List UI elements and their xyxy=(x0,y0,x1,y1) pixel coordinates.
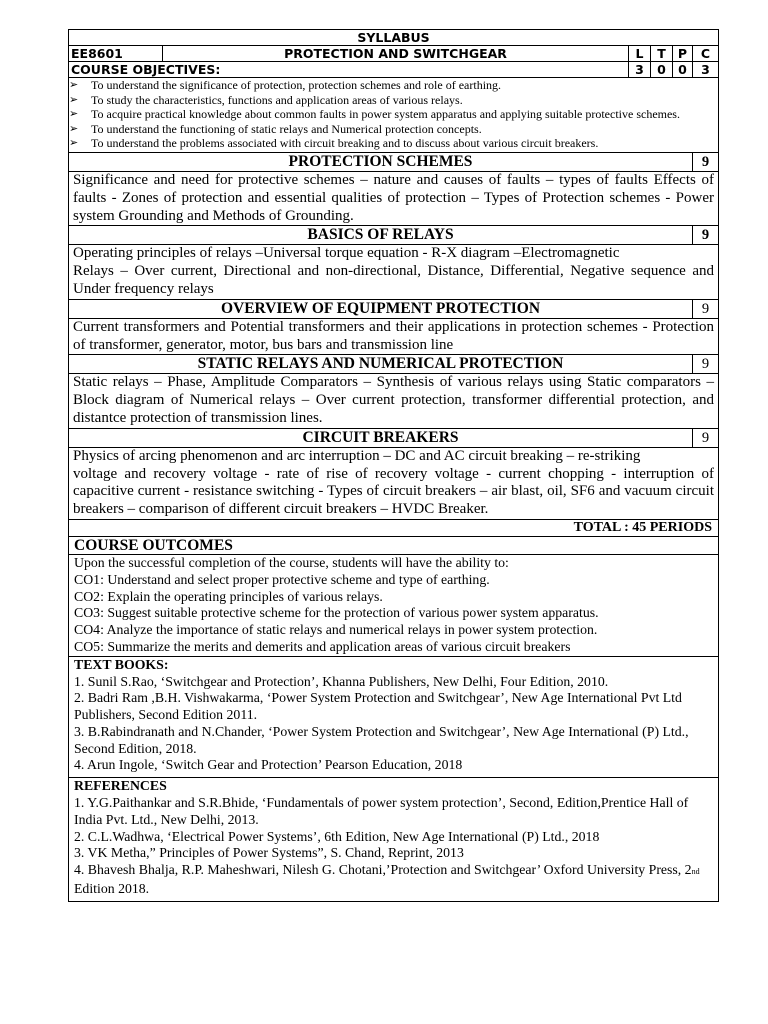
reference-item: 1. Y.G.Paithankar and S.R.Bhide, ‘Fundamentals of power system protection’, Second, Edition,Prentice Hall of India Pvt. Ltd., New Delhi, 2013. xyxy=(74,795,689,827)
unit-body-row xyxy=(69,447,719,519)
ltpc-header-p: P xyxy=(673,46,693,62)
objectives-heading: COURSE OBJECTIVES: xyxy=(69,62,629,78)
total-periods: TOTAL : 45 PERIODS xyxy=(69,519,719,536)
objectives-row xyxy=(69,78,719,153)
outcomes-heading: COURSE OUTCOMES xyxy=(69,536,719,554)
unit-title: PROTECTION SCHEMES xyxy=(69,152,693,171)
unit-title: CIRCUIT BREAKERS xyxy=(69,428,693,447)
arrow-bullet-icon: ➢ xyxy=(69,107,79,121)
objectives-heading-row xyxy=(69,62,719,78)
outcome-item: CO3: Suggest suitable protective scheme for the protection of various power system apparatus. xyxy=(74,605,599,621)
unit-hours: 9 xyxy=(693,355,719,374)
ltpc-header-c: C xyxy=(693,46,719,62)
textbook-item: 3. B.Rabindranath and N.Chander, ‘Power System Protection and Switchgear’, New Age International (P) Ltd., Second Edition, 2018. xyxy=(74,723,689,756)
unit-hours: 9 xyxy=(693,299,719,318)
outcomes-row xyxy=(69,554,719,656)
unit-title: BASICS OF RELAYS xyxy=(69,226,693,245)
outcome-item: CO5: Summarize the merits and demerits and application areas of various circuit breakers xyxy=(74,638,571,654)
textbook-item: 4. Arun Ingole, ‘Switch Gear and Protection’ Pearson Education, 2018 xyxy=(74,757,463,773)
unit-text: Current transformers and Potential transformers and their applications in protection schemes - Protection of transformer, generator, motor, bus bars and transmission line xyxy=(73,318,714,353)
objectives-cell xyxy=(69,78,719,153)
objective-text: To understand the problems associated with circuit breaking and to discuss about various circuit breakers. xyxy=(91,136,599,151)
unit-text: Significance and need for protective schemes – nature and causes of faults – types of faults Effects of faults - Zones of protection and essential qualities of protection – Types of Protection schemes - Power system Grounding and Methods of Grounding. xyxy=(73,171,714,224)
objective-text: To understand the significance of protection, protection schemes and role of earthing. xyxy=(91,78,502,92)
outcomes-intro: Upon the successful completion of the course, students will have the ability to: xyxy=(74,554,509,570)
unit-title: STATIC RELAYS AND NUMERICAL PROTECTION xyxy=(69,355,693,374)
textbooks-row xyxy=(69,656,719,778)
unit-hours: 9 xyxy=(693,428,719,447)
unit-header-row xyxy=(69,355,719,374)
unit-text: voltage and recovery voltage - rate of rise of recovery voltage - current chopping - interruption of capacitive current - resistance switching - Types of circuit breakers – air blast, oil, SF6 and vacuum circuit breakers – comparison of different circuit breakers – HVDC Breaker. xyxy=(73,465,714,518)
unit-body xyxy=(69,171,719,225)
objectives-list xyxy=(69,78,716,151)
ltpc-header-l: L xyxy=(629,46,651,62)
unit-title: OVERVIEW OF EQUIPMENT PROTECTION xyxy=(69,299,693,318)
syllabus-title: SYLLABUS xyxy=(69,30,719,46)
course-name: PROTECTION AND SWITCHGEAR xyxy=(163,46,629,62)
unit-text: Static relays – Phase, Amplitude Comparators – Synthesis of various relays using Static comparators – Block diagram of Numerical relays – Over current protection, transformer differential protection, and distantce protection of transmission lines. xyxy=(73,374,714,426)
total-row xyxy=(69,519,719,536)
reference-text: 4. Bhavesh Bhalja, R.P. Maheshwari, Nilesh G. Chotani,’Protection and Switchgear’ Oxford University Press, 2 xyxy=(74,862,692,878)
syllabus-table xyxy=(68,29,719,902)
reference-text: Edition 2018. xyxy=(74,881,150,897)
objective-item xyxy=(69,136,716,151)
syllabus-sheet xyxy=(68,29,718,902)
unit-header-row xyxy=(69,428,719,447)
unit-text: Physics of arcing phenomenon and arc interruption – DC and AC circuit breaking – re-striking xyxy=(73,447,641,464)
unit-body xyxy=(69,447,719,519)
ltpc-value-t: 0 xyxy=(651,62,673,78)
unit-text: Relays – Over current, Directional and non-directional, Distance, Differential, Negative sequence and Under frequency relays xyxy=(73,263,714,297)
outcomes-heading-row xyxy=(69,536,719,554)
reference-item xyxy=(74,862,713,898)
objective-text: To understand the functioning of static relays and Numerical protection concepts. xyxy=(91,121,482,136)
unit-hours: 9 xyxy=(693,152,719,171)
unit-text: Operating principles of relays –Universal torque equation - R-X diagram –Electromagnetic xyxy=(73,245,620,262)
arrow-bullet-icon: ➢ xyxy=(69,78,79,91)
ltpc-value-c: 3 xyxy=(693,62,719,78)
references-heading: REFERENCES xyxy=(74,778,167,794)
reference-item: 2. C.L.Wadhwa, ‘Electrical Power Systems’, 6th Edition, New Age International (P) Ltd., 2018 xyxy=(74,828,600,844)
unit-header-row xyxy=(69,299,719,318)
outcome-item: CO4: Analyze the importance of static relays and numerical relays in power system protection. xyxy=(74,622,598,638)
textbook-item: 2. Badri Ram ,B.H. Vishwakarma, ‘Power System Protection and Switchgear’, New Age International Pvt Ltd Publishers, Second Edition 2011. xyxy=(74,690,682,723)
unit-header-row xyxy=(69,152,719,171)
arrow-bullet-icon: ➢ xyxy=(69,92,79,106)
references-row xyxy=(69,778,719,902)
reference-ordinal: nd xyxy=(691,867,700,877)
arrow-bullet-icon: ➢ xyxy=(69,121,79,135)
references-cell xyxy=(69,778,719,902)
unit-body xyxy=(69,245,719,299)
unit-body-row xyxy=(69,374,719,428)
unit-body xyxy=(69,374,719,428)
objective-text: To study the characteristics, functions and application areas of various relays. xyxy=(91,92,463,107)
outcome-item: CO2: Explain the operating principles of various relays. xyxy=(74,588,383,604)
unit-header-row xyxy=(69,226,719,245)
course-code: EE8601 xyxy=(69,46,163,62)
textbooks-cell xyxy=(69,656,719,778)
syllabus-header-row xyxy=(69,30,719,46)
objective-item xyxy=(69,107,716,122)
ltpc-value-p: 0 xyxy=(673,62,693,78)
outcome-item: CO1: Understand and select proper protective scheme and type of earthing. xyxy=(74,571,490,587)
textbook-item: 1. Sunil S.Rao, ‘Switchgear and Protection’, Khanna Publishers, New Delhi, Four Edition, 2010. xyxy=(74,673,609,689)
reference-item: 3. VK Metha,” Principles of Power Systems”, S. Chand, Reprint, 2013 xyxy=(74,845,464,861)
unit-body-row xyxy=(69,245,719,299)
objective-text: To acquire practical knowledge about common faults in power system apparatus and applying suitable protective schemes. xyxy=(91,107,680,122)
unit-body-row xyxy=(69,171,719,225)
unit-body-row xyxy=(69,318,719,355)
unit-body xyxy=(69,318,719,355)
objective-item xyxy=(69,78,716,93)
textbooks-heading: TEXT BOOKS: xyxy=(74,656,169,672)
ltpc-value-l: 3 xyxy=(629,62,651,78)
unit-hours: 9 xyxy=(693,226,719,245)
objective-item xyxy=(69,93,716,108)
objective-item xyxy=(69,122,716,137)
arrow-bullet-icon: ➢ xyxy=(69,136,79,150)
outcomes-cell xyxy=(69,554,719,656)
course-row xyxy=(69,46,719,62)
ltpc-header-t: T xyxy=(651,46,673,62)
